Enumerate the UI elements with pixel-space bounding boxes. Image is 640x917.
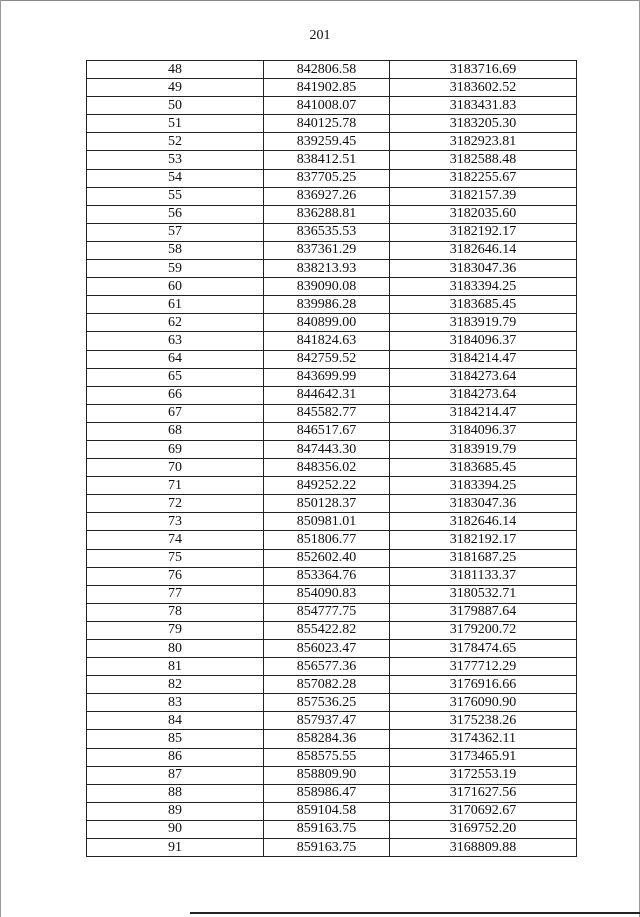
- y-coordinate-cell: 3176090.90: [390, 694, 577, 712]
- table-row: [87, 223, 577, 241]
- y-coordinate-cell: 3182192.17: [390, 223, 577, 241]
- x-coordinate-cell: 842806.58: [264, 61, 390, 79]
- y-coordinate-cell: 3182646.14: [390, 241, 577, 259]
- x-coordinate-cell: 838412.51: [264, 151, 390, 169]
- y-coordinate-cell: 3182923.81: [390, 133, 577, 151]
- point-number-cell: 49: [87, 79, 264, 97]
- table-row: [87, 151, 577, 169]
- point-number-cell: 74: [87, 531, 264, 549]
- y-coordinate-cell: 3170692.67: [390, 802, 577, 820]
- table-row: [87, 658, 577, 676]
- y-coordinate-cell: 3181687.25: [390, 549, 577, 567]
- x-coordinate-cell: 836535.53: [264, 223, 390, 241]
- table-row: [87, 694, 577, 712]
- x-coordinate-cell: 858986.47: [264, 784, 390, 802]
- point-number-cell: 59: [87, 260, 264, 278]
- table-row: [87, 386, 577, 404]
- x-coordinate-cell: 859163.75: [264, 820, 390, 838]
- coordinates-table: [86, 60, 577, 857]
- table-row: [87, 730, 577, 748]
- point-number-cell: 54: [87, 169, 264, 187]
- x-coordinate-cell: 857082.28: [264, 676, 390, 694]
- y-coordinate-cell: 3183431.83: [390, 97, 577, 115]
- x-coordinate-cell: 850128.37: [264, 495, 390, 513]
- point-number-cell: 81: [87, 658, 264, 676]
- table-row: [87, 440, 577, 458]
- x-coordinate-cell: 856023.47: [264, 640, 390, 658]
- point-number-cell: 89: [87, 802, 264, 820]
- table-row: [87, 368, 577, 386]
- x-coordinate-cell: 856577.36: [264, 658, 390, 676]
- point-number-cell: 64: [87, 350, 264, 368]
- x-coordinate-cell: 858284.36: [264, 730, 390, 748]
- table-row: [87, 404, 577, 422]
- x-coordinate-cell: 843699.99: [264, 368, 390, 386]
- point-number-cell: 84: [87, 712, 264, 730]
- x-coordinate-cell: 853364.76: [264, 567, 390, 585]
- y-coordinate-cell: 3183394.25: [390, 278, 577, 296]
- x-coordinate-cell: 839986.28: [264, 296, 390, 314]
- x-coordinate-cell: 836288.81: [264, 205, 390, 223]
- point-number-cell: 78: [87, 603, 264, 621]
- point-number-cell: 67: [87, 404, 264, 422]
- y-coordinate-cell: 3183602.52: [390, 79, 577, 97]
- point-number-cell: 62: [87, 314, 264, 332]
- x-coordinate-cell: 854777.75: [264, 603, 390, 621]
- x-coordinate-cell: 859163.75: [264, 839, 390, 857]
- y-coordinate-cell: 3184273.64: [390, 368, 577, 386]
- y-coordinate-cell: 3168809.88: [390, 839, 577, 857]
- y-coordinate-cell: 3184096.37: [390, 332, 577, 350]
- table-row: [87, 640, 577, 658]
- y-coordinate-cell: 3177712.29: [390, 658, 577, 676]
- table-row: [87, 495, 577, 513]
- point-number-cell: 68: [87, 422, 264, 440]
- page-number: 201: [309, 28, 331, 43]
- table-row: [87, 621, 577, 639]
- page-bottom-rule: [190, 912, 640, 914]
- y-coordinate-cell: 3182035.60: [390, 205, 577, 223]
- point-number-cell: 56: [87, 205, 264, 223]
- y-coordinate-cell: 3182255.67: [390, 169, 577, 187]
- point-number-cell: 55: [87, 187, 264, 205]
- table-row: [87, 585, 577, 603]
- point-number-cell: 76: [87, 567, 264, 585]
- table-row: [87, 676, 577, 694]
- point-number-cell: 75: [87, 549, 264, 567]
- point-number-cell: 72: [87, 495, 264, 513]
- x-coordinate-cell: 851806.77: [264, 531, 390, 549]
- table-row: [87, 477, 577, 495]
- x-coordinate-cell: 841008.07: [264, 97, 390, 115]
- point-number-cell: 61: [87, 296, 264, 314]
- x-coordinate-cell: 858809.90: [264, 766, 390, 784]
- table-row: [87, 839, 577, 857]
- y-coordinate-cell: 3182157.39: [390, 187, 577, 205]
- x-coordinate-cell: 838213.93: [264, 260, 390, 278]
- point-number-cell: 90: [87, 820, 264, 838]
- x-coordinate-cell: 855422.82: [264, 621, 390, 639]
- y-coordinate-cell: 3183685.45: [390, 459, 577, 477]
- y-coordinate-cell: 3173465.91: [390, 748, 577, 766]
- x-coordinate-cell: 859104.58: [264, 802, 390, 820]
- x-coordinate-cell: 845582.77: [264, 404, 390, 422]
- point-number-cell: 86: [87, 748, 264, 766]
- table-row: [87, 784, 577, 802]
- y-coordinate-cell: 3183685.45: [390, 296, 577, 314]
- x-coordinate-cell: 837361.29: [264, 241, 390, 259]
- table-row: [87, 712, 577, 730]
- table-row: [87, 260, 577, 278]
- table-row: [87, 278, 577, 296]
- point-number-cell: 69: [87, 440, 264, 458]
- point-number-cell: 88: [87, 784, 264, 802]
- x-coordinate-cell: 857536.25: [264, 694, 390, 712]
- point-number-cell: 52: [87, 133, 264, 151]
- y-coordinate-cell: 3174362.11: [390, 730, 577, 748]
- x-coordinate-cell: 858575.55: [264, 748, 390, 766]
- y-coordinate-cell: 3179887.64: [390, 603, 577, 621]
- y-coordinate-cell: 3184096.37: [390, 422, 577, 440]
- point-number-cell: 57: [87, 223, 264, 241]
- y-coordinate-cell: 3180532.71: [390, 585, 577, 603]
- table-row: [87, 766, 577, 784]
- table-row: [87, 61, 577, 79]
- x-coordinate-cell: 844642.31: [264, 386, 390, 404]
- y-coordinate-cell: 3181133.37: [390, 567, 577, 585]
- y-coordinate-cell: 3183919.79: [390, 440, 577, 458]
- x-coordinate-cell: 840125.78: [264, 115, 390, 133]
- table-row: [87, 79, 577, 97]
- table-row: [87, 567, 577, 585]
- table-row: [87, 205, 577, 223]
- x-coordinate-cell: 841824.63: [264, 332, 390, 350]
- table-row: [87, 133, 577, 151]
- point-number-cell: 48: [87, 61, 264, 79]
- point-number-cell: 82: [87, 676, 264, 694]
- y-coordinate-cell: 3175238.26: [390, 712, 577, 730]
- x-coordinate-cell: 848356.02: [264, 459, 390, 477]
- table-row: [87, 802, 577, 820]
- x-coordinate-cell: 839259.45: [264, 133, 390, 151]
- y-coordinate-cell: 3184214.47: [390, 404, 577, 422]
- table-row: [87, 350, 577, 368]
- y-coordinate-cell: 3169752.20: [390, 820, 577, 838]
- table-row: [87, 603, 577, 621]
- y-coordinate-cell: 3176916.66: [390, 676, 577, 694]
- point-number-cell: 80: [87, 640, 264, 658]
- point-number-cell: 65: [87, 368, 264, 386]
- table-row: [87, 748, 577, 766]
- table-row: [87, 332, 577, 350]
- table-row: [87, 187, 577, 205]
- y-coordinate-cell: 3183205.30: [390, 115, 577, 133]
- x-coordinate-cell: 841902.85: [264, 79, 390, 97]
- table-row: [87, 549, 577, 567]
- x-coordinate-cell: 852602.40: [264, 549, 390, 567]
- x-coordinate-cell: 842759.52: [264, 350, 390, 368]
- table-row: [87, 459, 577, 477]
- page-edge-top: [0, 0, 640, 1]
- table-row: [87, 820, 577, 838]
- page-edge-left: [0, 0, 1, 917]
- point-number-cell: 53: [87, 151, 264, 169]
- y-coordinate-cell: 3184273.64: [390, 386, 577, 404]
- table-row: [87, 513, 577, 531]
- y-coordinate-cell: 3179200.72: [390, 621, 577, 639]
- y-coordinate-cell: 3182588.48: [390, 151, 577, 169]
- y-coordinate-cell: 3178474.65: [390, 640, 577, 658]
- table-row: [87, 241, 577, 259]
- point-number-cell: 87: [87, 766, 264, 784]
- y-coordinate-cell: 3182192.17: [390, 531, 577, 549]
- point-number-cell: 63: [87, 332, 264, 350]
- x-coordinate-cell: 850981.01: [264, 513, 390, 531]
- table-row: [87, 422, 577, 440]
- table-row: [87, 169, 577, 187]
- point-number-cell: 79: [87, 621, 264, 639]
- x-coordinate-cell: 836927.26: [264, 187, 390, 205]
- point-number-cell: 66: [87, 386, 264, 404]
- y-coordinate-cell: 3184214.47: [390, 350, 577, 368]
- point-number-cell: 50: [87, 97, 264, 115]
- y-coordinate-cell: 3183047.36: [390, 260, 577, 278]
- point-number-cell: 58: [87, 241, 264, 259]
- point-number-cell: 60: [87, 278, 264, 296]
- table-row: [87, 531, 577, 549]
- y-coordinate-cell: 3171627.56: [390, 784, 577, 802]
- y-coordinate-cell: 3172553.19: [390, 766, 577, 784]
- y-coordinate-cell: 3183919.79: [390, 314, 577, 332]
- point-number-cell: 77: [87, 585, 264, 603]
- y-coordinate-cell: 3183047.36: [390, 495, 577, 513]
- x-coordinate-cell: 840899.00: [264, 314, 390, 332]
- table-row: [87, 115, 577, 133]
- x-coordinate-cell: 846517.67: [264, 422, 390, 440]
- x-coordinate-cell: 847443.30: [264, 440, 390, 458]
- point-number-cell: 51: [87, 115, 264, 133]
- y-coordinate-cell: 3183394.25: [390, 477, 577, 495]
- coordinates-table-body: [87, 61, 577, 857]
- table-row: [87, 314, 577, 332]
- point-number-cell: 70: [87, 459, 264, 477]
- x-coordinate-cell: 857937.47: [264, 712, 390, 730]
- point-number-cell: 85: [87, 730, 264, 748]
- y-coordinate-cell: 3182646.14: [390, 513, 577, 531]
- x-coordinate-cell: 839090.08: [264, 278, 390, 296]
- table-row: [87, 296, 577, 314]
- x-coordinate-cell: 849252.22: [264, 477, 390, 495]
- point-number-cell: 83: [87, 694, 264, 712]
- table-row: [87, 97, 577, 115]
- x-coordinate-cell: 837705.25: [264, 169, 390, 187]
- point-number-cell: 73: [87, 513, 264, 531]
- y-coordinate-cell: 3183716.69: [390, 61, 577, 79]
- point-number-cell: 71: [87, 477, 264, 495]
- point-number-cell: 91: [87, 839, 264, 857]
- x-coordinate-cell: 854090.83: [264, 585, 390, 603]
